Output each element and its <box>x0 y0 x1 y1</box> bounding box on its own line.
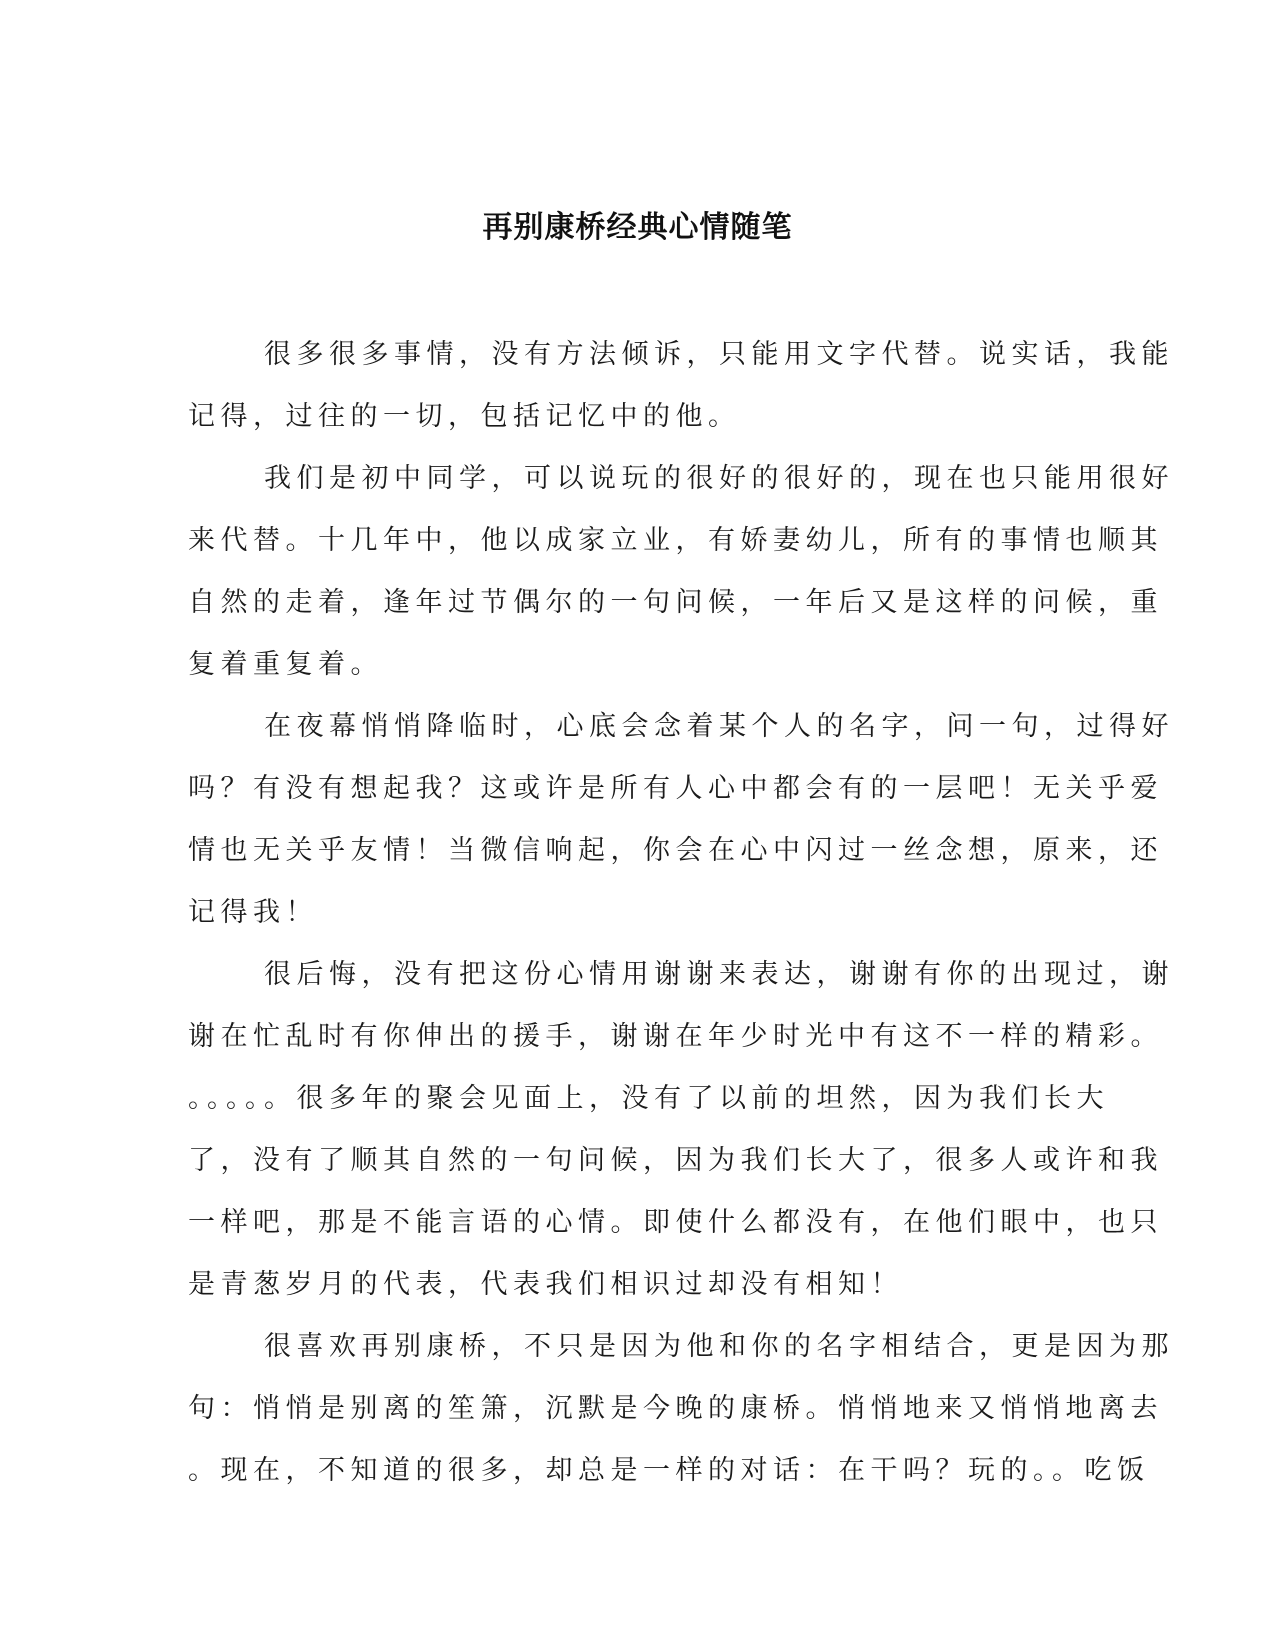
paragraph-5-line-3: 。现在，不知道的很多，却总是一样的对话：在干吗？玩的。。吃饭 <box>188 1455 1150 1486</box>
paragraph-3-line-3: 情也无关乎友情！当微信响起，你会在心中闪过一丝念想，原来，还 <box>188 835 1163 866</box>
paragraph-2-line-4: 复着重复着。 <box>188 649 383 680</box>
paragraph-2-line-3: 自然的走着，逢年过节偶尔的一句问候，一年后又是这样的问候，重 <box>188 587 1163 618</box>
paragraph-4-line-4: 了，没有了顺其自然的一句问候，因为我们长大了，很多人或许和我 <box>188 1145 1163 1176</box>
paragraph-5-line-1: 很喜欢再别康桥，不只是因为他和你的名字相结合，更是因为那 <box>264 1331 1174 1362</box>
paragraph-5-line-2: 句：悄悄是别离的笙箫，沉默是今晚的康桥。悄悄地来又悄悄地离去 <box>188 1393 1163 1424</box>
paragraph-3-line-1: 在夜幕悄悄降临时，心底会念着某个人的名字，问一句，过得好 <box>264 711 1174 742</box>
paragraph-3-line-2: 吗？有没有想起我？这或许是所有人心中都会有的一层吧！无关乎爱 <box>188 773 1163 804</box>
paragraph-1-line-1: 很多很多事情，没有方法倾诉，只能用文字代替。说实话，我能 <box>264 339 1174 370</box>
paragraph-3-line-4: 记得我！ <box>188 897 318 928</box>
paragraph-4-line-5: 一样吧，那是不能言语的心情。即使什么都没有，在他们眼中，也只 <box>188 1207 1163 1238</box>
paragraph-4-line-1: 很后悔，没有把这份心情用谢谢来表达，谢谢有你的出现过，谢 <box>264 959 1174 990</box>
paragraph-1-line-2: 记得，过往的一切，包括记忆中的他。 <box>188 401 741 432</box>
document-title: 再别康桥经典心情随笔 <box>482 210 793 245</box>
paragraph-2-line-2: 来代替。十几年中，他以成家立业，有娇妻幼儿，所有的事情也顺其 <box>188 525 1163 556</box>
paragraph-4-line-6: 是青葱岁月的代表，代表我们相识过却没有相知！ <box>188 1269 903 1300</box>
paragraph-4-line-2: 谢在忙乱时有你伸出的援手，谢谢在年少时光中有这不一样的精彩。 <box>188 1021 1163 1052</box>
document-body <box>188 324 1174 1502</box>
paragraph-2-line-1: 我们是初中同学，可以说玩的很好的很好的，现在也只能用很好 <box>264 463 1174 494</box>
paragraph-4-line-3: 。。。。。很多年的聚会见面上，没有了以前的坦然，因为我们长大 <box>188 1083 1109 1114</box>
